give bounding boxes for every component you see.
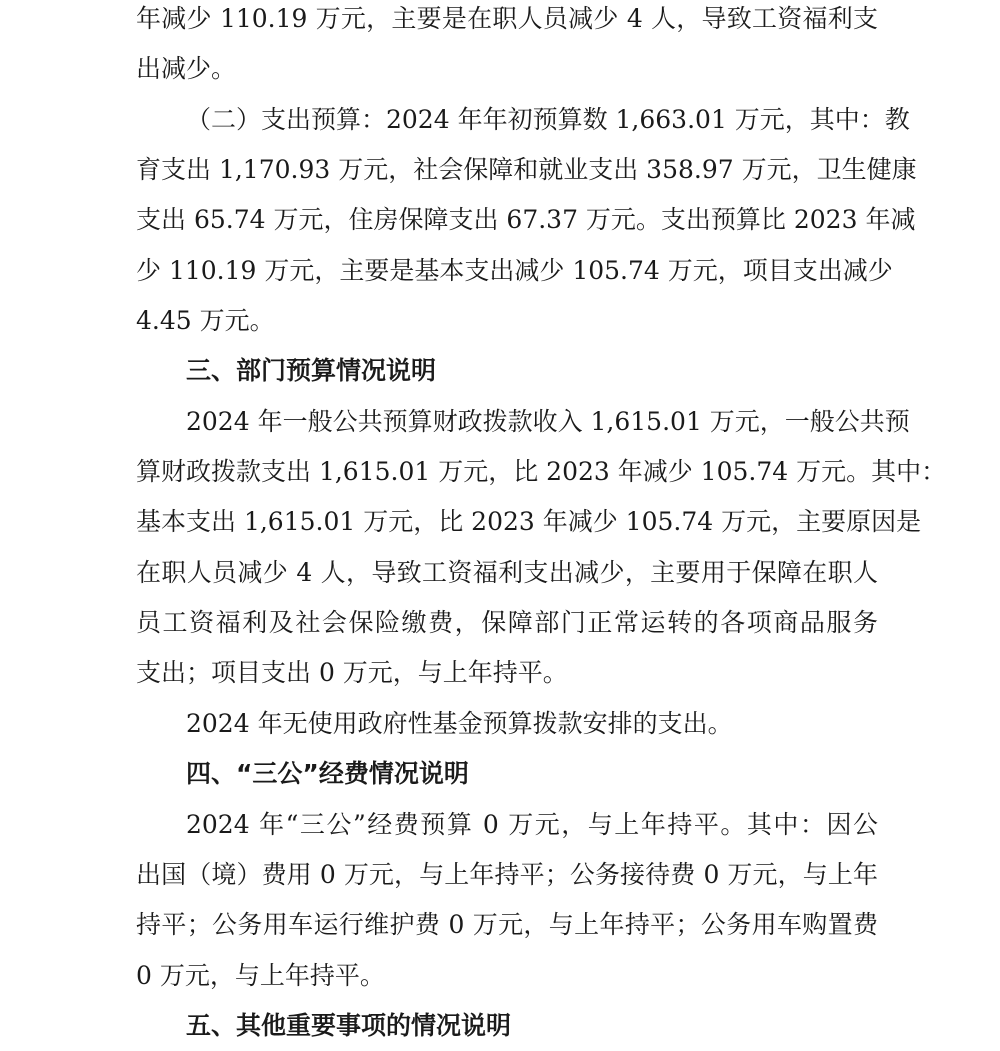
text-line: 在职人员减少 4 人，导致工资福利支出减少，主要用于保障在职人 — [136, 558, 878, 587]
text-line: 4.45 万元。 — [136, 306, 275, 335]
paragraph-start-line: 2024 年一般公共预算财政拨款收入 1,615.01 万元，一般公共预 — [186, 407, 910, 436]
text-line: 育支出 1,170.93 万元，社会保障和就业支出 358.97 万元，卫生健康 — [136, 155, 917, 184]
text-line: 支出 65.74 万元，住房保障支出 67.37 万元。支出预算比 2023 年减 — [136, 205, 916, 234]
section-heading: 三、部门预算情况说明 — [186, 356, 437, 385]
section-heading: 四、“三公”经费情况说明 — [186, 759, 469, 788]
text-line: 少 110.19 万元，主要是基本支出减少 105.74 万元，项目支出减少 — [136, 256, 893, 285]
paragraph-start-line: 2024 年“三公”经费预算 0 万元，与上年持平。其中：因公 — [186, 810, 878, 839]
text-line: 基本支出 1,615.01 万元，比 2023 年减少 105.74 万元，主要原因是 — [136, 507, 922, 536]
text-line: 出国（境）费用 0 万元，与上年持平；公务接待费 0 万元，与上年 — [136, 860, 878, 889]
text-line: 算财政拨款支出 1,615.01 万元，比 2023 年减少 105.74 万元。其中： — [136, 457, 947, 486]
section-heading: 五、其他重要事项的情况说明 — [186, 1011, 512, 1040]
text-line: 持平；公务用车运行维护费 0 万元，与上年持平；公务用车购置费 — [136, 910, 878, 939]
paragraph-single-line: 2024 年无使用政府性基金预算拨款安排的支出。 — [186, 709, 733, 738]
text-line: 年减少 110.19 万元，主要是在职人员减少 4 人，导致工资福利支 — [136, 4, 878, 33]
text-line: 员工资福利及社会保险缴费，保障部门正常运转的各项商品服务 — [136, 608, 878, 637]
paragraph-start-line: （二）支出预算：2024 年年初预算数 1,663.01 万元，其中：教 — [186, 105, 910, 134]
text-line: 0 万元，与上年持平。 — [136, 961, 385, 990]
text-line: 支出；项目支出 0 万元，与上年持平。 — [136, 658, 568, 687]
text-line: 出减少。 — [136, 54, 237, 83]
